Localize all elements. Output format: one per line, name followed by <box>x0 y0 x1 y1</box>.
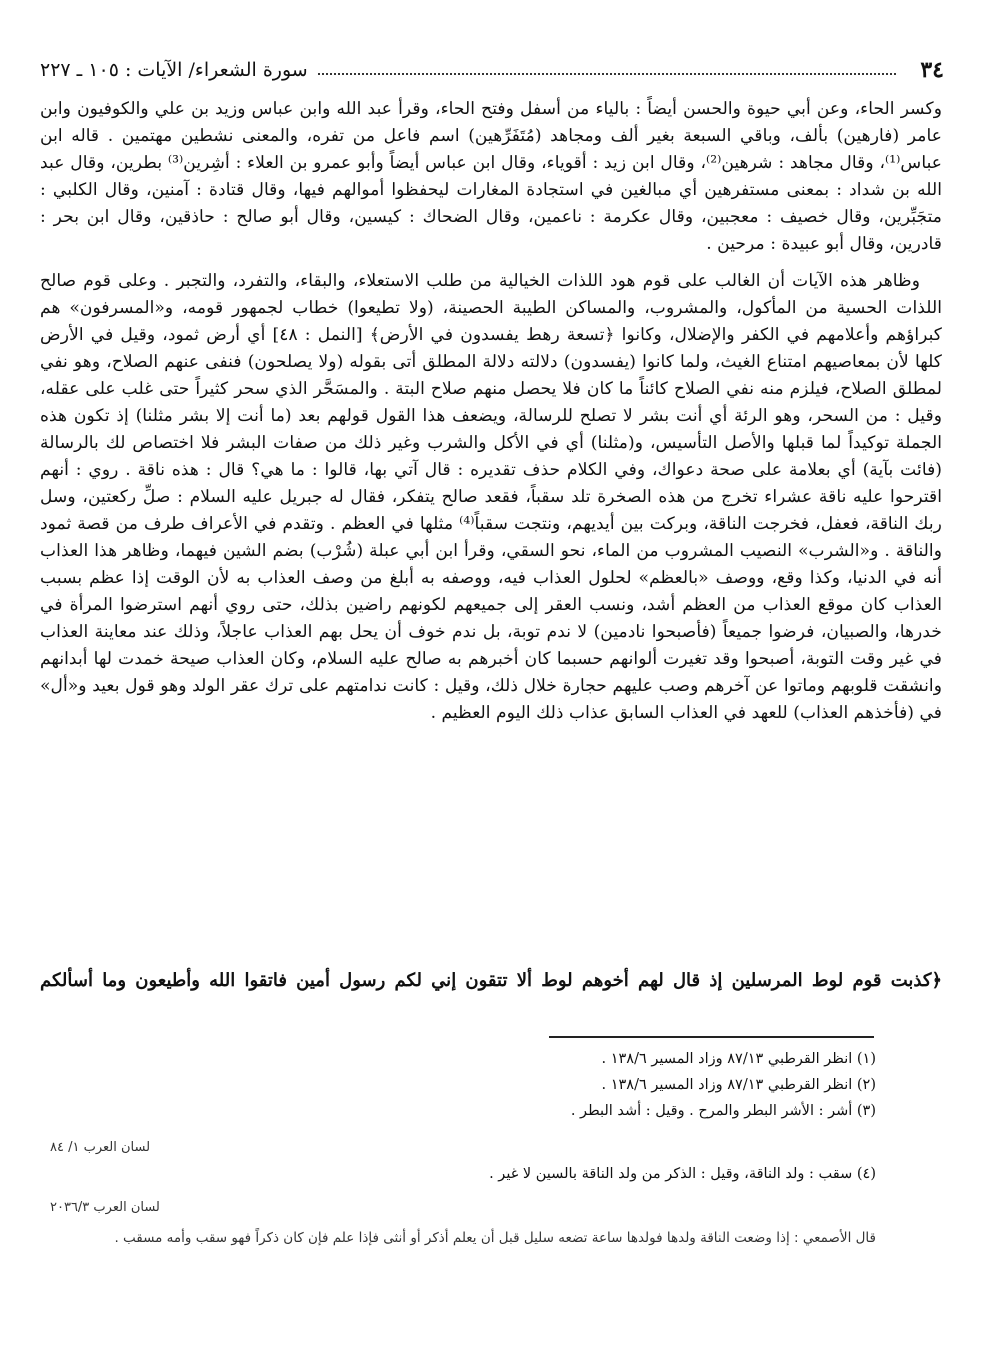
footnote-4: (٤) سقب : ولد الناقة، وقيل : الذكر من ولد الناقة بالسين لا غير . <box>489 1166 876 1182</box>
footnote-1: (١) انظر القرطبي ٨٧/١٣ وزاد المسير ١٣٨/٦ . <box>601 1051 876 1067</box>
handwritten-note-3: قال الأصمعي : إذا وضعت الناقة ولدها فولدها ساعة تضعه سليل قبل أن يعلم أذكر أو أنثى فإذا علم فإن كان ذكراً فهو سقب وأمه مسقب . <box>114 1230 876 1246</box>
page-number: ٣٤ <box>920 57 944 83</box>
page-header <box>40 52 944 88</box>
paragraph-2: وظاهر هذه الآيات أن الغالب على قوم هود اللذات الخيالية من طلب الاستعلاء، والبقاء، والتفرد، والتجبر . وعلى قوم صالح اللذات الحسية من المأكول، والمشروب، والمساكن الطيبة الحصينة، (ولا تطيعوا) خطاب لجمهور قومه، و«المسرفون» هم كبراؤهم وأعلامهم في الكفر والإضلال، وكانوا ﴿تسعة رهط يفسدون في الأرض﴾ [النمل : ٤٨] أي أرض ثمود، وقيل في الأرض كلها لأن بمعاصيهم امتناع الغيث، ولما كانوا (يفسدون) دلالته دلالة المطلق أتى بقوله (ولا يصلحون) فنفى عنهم الصلاح، وهو نفي لمطلق الصلاح، فيلزم منه نفي الصلاح كائناً ما كان فلا يحصل منهم صلاح البتة . والمسَحَّر الذي سحر كثيراً حتى غلب على عقله، وقيل : من السحر، وهو الرئة أي أنت بشر لا تصلح للرسالة، ويضعف هذا القول قولهم بعد (ما أنت إلا بشر مثلنا) إذ تكون هذه الجملة توكيداً لما قبلها والأصل التأسيس، و(مثلنا) أي في الأكل والشرب وغير ذلك من صفات البشر فلا اختصاص لك بالرسالة (فائت بآية) أي بعلامة على صحة دعواك، وفي الكلام حذف تقديره : قال آتي بها، قالوا : ما هي؟ قال : هذه ناقة . روي : أنهم اقترحوا عليه ناقة عشراء تخرج من هذه الصخرة تلد سقباً، فقعد صالح يتفكر، فقال له جبريل عليه السلام : صلِّ ركعتين، وسل ربك الناقة، فعفل، فخرجت الناقة، وبركت بين أيديهم، ونتجت سقباً⁽⁴⁾ مثلها في العظم . وتقدم في الأعراف طرف من قصة ثمود والناقة . و«الشرب» النصيب المشروب من الماء، نحو السقي، وقرأ ابن أبي عبلة (شُرْب) بضم الشين فيهما، وظاهر هذا العذاب أنه في الدنيا، وكذا وقع، ووصف «بالعظم» لحلول العذاب فيه، ووصفه به أبلغ من وصف العذاب به لأن الوقت إذا عظم بسبب العذاب كان موقع العذاب من العظم أشد، ونسب العقر إلى جميعهم لكونهم راضين بذلك، حتى روي أنهم استرضوا المرأة في خدرها، والصبيان، فرضوا جميعاً (فأصبحوا نادمين) لا ندم توبة، بل ندم خوف أن يحل بهم العذاب عاجلاً، وذلك عند معاينة العذاب في غير وقت التوبة، أصبحوا وقد تغيرت ألوانهم حسبما كان أخبرهم به صالح عليه السلام، وكان العذاب صيحة خمدت لها أبدانهم وانشقت قلوبهم وماتوا عن آخرهم وصب عليهم حجارة خلال ذلك، وقيل : كانت ندامتهم على ترك عقر الولد وهو قول بعيد و«أل» في (فأخذهم العذاب) للعهد في العذاب السابق عذاب ذلك اليوم العظيم . <box>40 271 942 723</box>
footnote-2: (٢) انظر القرطبي ٨٧/١٣ وزاد المسير ١٣٨/٦ . <box>601 1077 876 1093</box>
footnote-divider <box>549 1036 874 1038</box>
running-title: سورة الشعراء/ الآيات : ١٠٥ ـ ٢٢٧ <box>40 59 308 81</box>
quran-verse: ﴿كذبت قوم لوط المرسلين إذ قال لهم أخوهم لوط ألا تتقون إني لكم رسول أمين فاتقوا الله وأطيعون وما أسألكم <box>40 970 942 991</box>
handwritten-note-2: لسان العرب ٢٠٣٦/٣ <box>50 1200 160 1215</box>
main-text <box>40 96 942 737</box>
paragraph-1: وكسر الحاء، وعن أبي حيوة والحسن أيضاً : بالياء من أسفل وفتح الحاء، وقرأ عبد الله وابن عباس وزيد بن علي والكوفيون وابن عامر (فارهين) بألف، وباقي السبعة بغير ألف ومجاهد (مُتَفَرِّهين) اسم فاعل من تفره، والمعنى نشطين مهتمين . قاله ابن عباس⁽¹⁾، وقال مجاهد : شرهين⁽²⁾، وقال ابن زيد : أقوياء، وقال ابن عباس أيضاً وأبو عمرو بن العلاء : أشِرين⁽³⁾ بطرين، وقال عبد الله بن شداد : بمعنى مستفرهين أي مبالغين في استجادة المغارات ليحفظوا أموالهم فيها، وقال قتادة : آمنين، وقال الكلبي : متجَبِّرين، وقال خصيف : معجبين، وقال عكرمة : ناعمين، وقال الضحاك : كيسين، وقال أبو صالح : حاذقين، وقال ابن بحر : قادرين، وقال أبو عبيدة : مرحين . <box>40 99 943 254</box>
footnotes <box>356 1046 876 1124</box>
handwritten-note-1: لسان العرب ١/ ٨٤ <box>50 1140 151 1155</box>
footnote-3: (٣) أشر : الأشر البطر والمرح . وقيل : أشد البطر . <box>570 1103 876 1119</box>
header-dotted-leader <box>318 73 897 75</box>
